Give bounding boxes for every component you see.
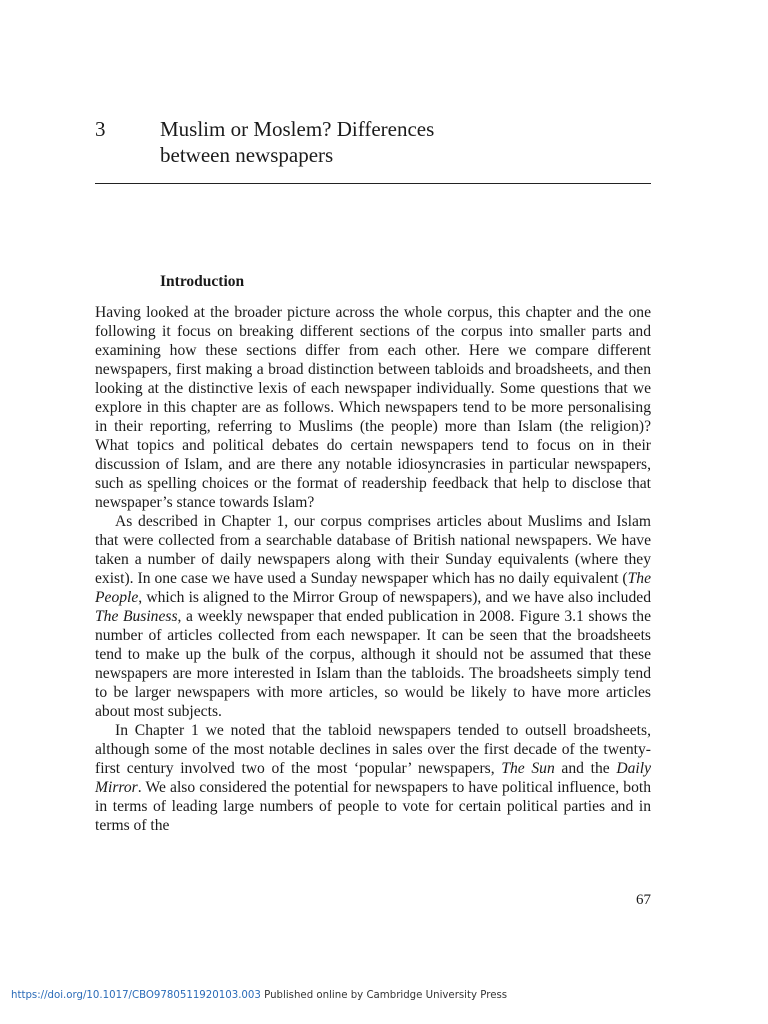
paragraph-3 bbox=[95, 721, 651, 835]
paragraph-2-text: As described in Chapter 1, our corpus comprises articles about Muslims and Islam that were collected from a searchable database of British national newspapers. We have taken a number of daily newspapers along with their Sunday equivalents (where they exist). In one case we have used a Sunday newspaper which has no daily equivalent ( bbox=[95, 513, 651, 587]
section-heading: Introduction bbox=[160, 273, 245, 290]
page-number: 67 bbox=[636, 892, 651, 908]
paragraph-2-text: , a weekly newspaper that ended publication in 2008. Figure 3.1 shows the number of articles collected from each newspaper. It can be seen that the broadsheets tend to make up the bulk of the corpus, although it should not be assumed that these newspapers are more interested in Islam than the tabloids. The broadsheets simply tend to be larger newspapers with more articles, so would be likely to have more articles about most subjects. bbox=[95, 608, 651, 720]
title-rule bbox=[95, 183, 651, 184]
body-text bbox=[95, 303, 651, 835]
chapter-number: 3 bbox=[95, 117, 106, 141]
paragraph-3-italic-the-sun: The Sun bbox=[501, 760, 555, 777]
paragraph-3-italic-daily-mirror: Daily Mirror bbox=[95, 760, 651, 796]
paragraph-2-italic-the-business: The Business bbox=[95, 608, 178, 625]
paragraph-2 bbox=[95, 512, 651, 721]
chapter-title-line-1: Muslim or Moslem? Differences bbox=[160, 117, 435, 141]
doi-link[interactable]: https://doi.org/10.1017/CBO9780511920103.003 bbox=[11, 990, 261, 1001]
chapter-title-line-2: between newspapers bbox=[160, 143, 334, 167]
footer bbox=[11, 990, 507, 1001]
paragraph-1 bbox=[95, 303, 651, 512]
paragraph-3-text: . We also considered the potential for newspapers to have political influence, both in terms of leading large numbers of people to vote for certain political parties and in terms of the bbox=[95, 779, 651, 834]
paragraph-1-text: Having looked at the broader picture across the whole corpus, this chapter and the one following it focus on breaking different sections of the corpus into smaller parts and examining how these sections differ from each other. Here we compare different newspapers, first making a broad distinction between tabloids and broadsheets, and then looking at the distinctive lexis of each newspaper individually. Some questions that we explore in this chapter are as follows. Which newspapers tend to be more personalising in their reporting, referring to Muslims (the people) more than Islam (the religion)? What topics and political debates do certain newspapers tend to focus on in their discussion of Islam, and are there any notable idiosyncrasies in particular newspapers, such as spelling choices or the format of readership feedback that help to disclose that newspaper’s stance towards Islam? bbox=[95, 304, 651, 511]
chapter-title bbox=[160, 116, 640, 168]
paragraph-2-text: , which is aligned to the Mirror Group of newspapers), and we have also included bbox=[138, 589, 651, 606]
published-note: Published online by Cambridge University Press bbox=[260, 990, 508, 1001]
paragraph-3-text: In Chapter 1 we noted that the tabloid newspapers tended to outsell broadsheets, although some of the most notable declines in sales over the first decade of the twenty-first century involved two of the most ‘popular’ newspapers, bbox=[95, 722, 651, 777]
paragraph-3-text: and the bbox=[554, 760, 617, 777]
paragraph-2-italic-the-people: The People bbox=[95, 570, 651, 606]
